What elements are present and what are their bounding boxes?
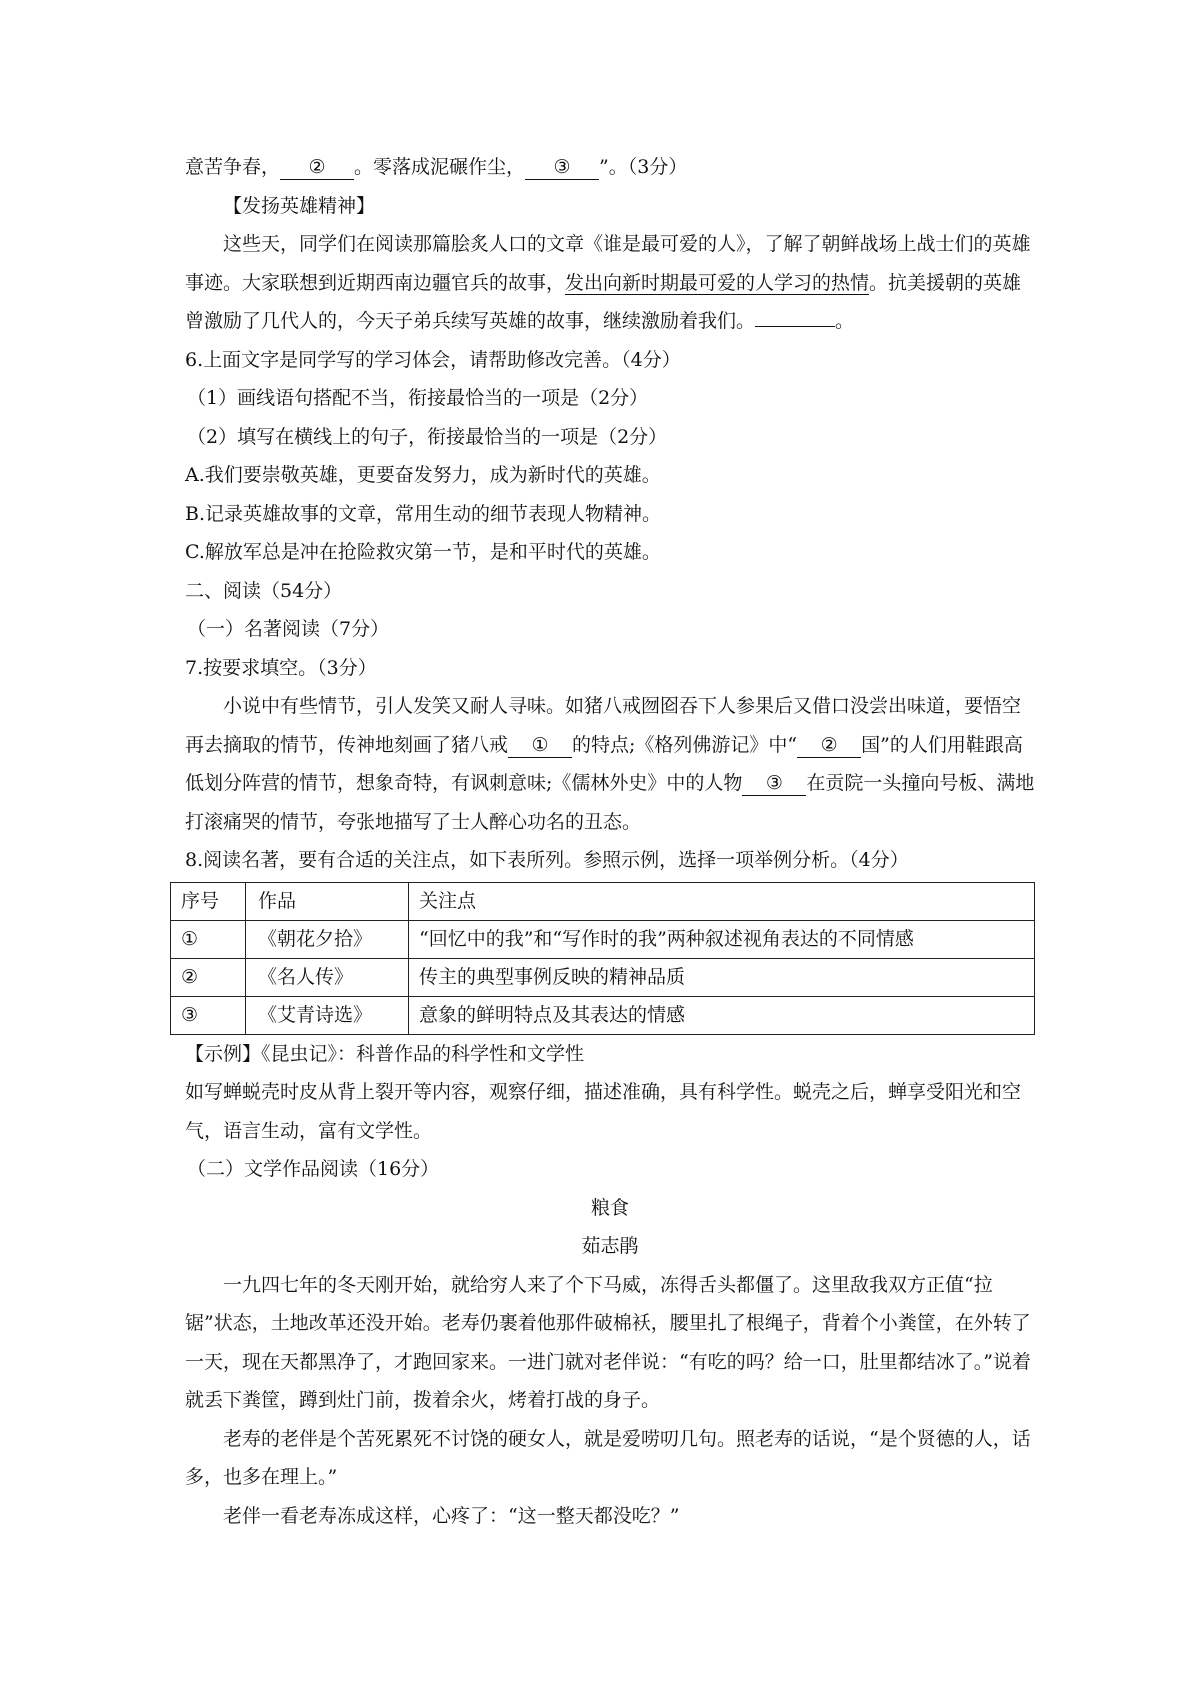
hero-paragraph: 这些天，同学们在阅读那篇脍炙人口的文章《谁是最可爱的人》，了解了朝鲜战场上战士们的英雄事迹。大家联想到近期西南边疆官兵的故事，发出向新时期最可爱的人学习的热情。抗美援朝的英雄曾激励了几代人的，今天子弟兵续写英雄的故事，继续激励着我们。 。 [185, 233, 1031, 332]
table-cell: 意象的鲜明特点及其表达的情感 [409, 996, 1035, 1034]
story-title: 粮食 [590, 1196, 629, 1219]
table-cell: “回忆中的我”和“写作时的我”两种叙述视角表达的不同情感 [409, 920, 1035, 958]
focus-table [170, 882, 1035, 1035]
q7-blank-3[interactable]: ③ [742, 771, 806, 796]
q6-stem: 6.上面文字是同学写的学习体会，请帮助修改完善。（4分） [185, 348, 681, 371]
table-header-cell: 序号 [171, 882, 246, 920]
table-cell: 传主的典型事例反映的精神品质 [409, 958, 1035, 996]
story-author: 茹志鹃 [581, 1235, 639, 1257]
q7-blank-1[interactable]: ① [508, 733, 572, 758]
q7-blank-2[interactable]: ② [797, 733, 861, 758]
q6-sub1: （1）画线语句搭配不当，衔接最恰当的一项是（2分） [187, 387, 649, 409]
underlined-sentence: 发出向新时期最可爱的人学习的热情 [565, 271, 870, 294]
table-cell: ③ [171, 996, 246, 1034]
q6-option-a: A.我们要崇敬英雄，更要奋发努力，成为新时代的英雄。 [185, 464, 661, 486]
blank-2[interactable]: ② [280, 155, 354, 180]
q7-paragraph: 小说中有些情节，引人发笑又耐人寻味。如猪八戒囫囵吞下人参果后又借口没尝出味道，要悟空再去摘取的情节，传神地刻画了猪八戒 ① 的特点;《格列佛游记》中“ ② 国”的人们用鞋跟高低划分阵营的情节，想象奇特，有讽刺意味;《儒林外史》中的人物 ③ 在贡院一头撞向号板、满地打滚痛哭的情节，夸张地描写了士人醉心功名的丑态。 [185, 695, 1035, 833]
q7-stem: 7.按要求填空。（3分） [185, 656, 377, 679]
blank-3[interactable]: ③ [525, 155, 599, 180]
page-content [181, 148, 1035, 1535]
q6-sub2: （2）填写在横线上的句子，衔接最恰当的一项是（2分） [187, 425, 668, 448]
table-header-row [171, 882, 1035, 920]
table-cell: ② [171, 958, 246, 996]
section-title: 二、阅读（54分） [185, 579, 343, 602]
table-header-cell: 作品 [246, 882, 409, 920]
table-cell: 《朝花夕拾》 [246, 920, 409, 958]
q8-stem: 8.阅读名著，要有合适的关注点，如下表所列。参照示例，选择一项举例分析。（4分） [185, 849, 909, 871]
table-row [171, 958, 1035, 996]
q6-option-c: C.解放军总是冲在抢险救灾第一节，是和平时代的英雄。 [185, 541, 661, 563]
q6-option-b: B.记录英雄故事的文章，常用生动的细节表现人物精神。 [185, 502, 662, 525]
story-paragraph: 一九四七年的冬天刚开始，就给穷人来了个下马威，冻得舌头都僵了。这里敌我双方正值“拉锯”状态，土地改革还没开始。老寿仍裹着他那件破棉袄，腰里扎了根绳子，背着个小粪筐，在外转了一天，现在天都黑净了，才跑回家来。一进门就对老伴说：“有吃的吗？给一口，肚里都结冰了。”说着就丢下粪筐，蹲到灶门前，拨着余火，烤着打战的身子。 [185, 1273, 1031, 1411]
hero-heading: 【发扬英雄精神】 [223, 194, 376, 217]
table-row [171, 920, 1035, 958]
part2-title: （二）文学作品阅读（16分） [187, 1158, 440, 1180]
table-row [171, 996, 1035, 1034]
table-cell: 《名人传》 [246, 958, 409, 996]
part1-title: （一）名著阅读（7分） [187, 618, 390, 640]
fill-line-blank[interactable] [755, 326, 835, 327]
poem-line: 意苦争春， ② 。零落成泥碾作尘， ③ ”。（3分） [185, 156, 688, 178]
example-body: 如写蝉蜕壳时皮从背上裂开等内容，观察仔细，描述准确，具有科学性。蜕壳之后，蝉享受阳光和空气，语言生动，富有文学性。 [185, 1081, 1022, 1142]
story-paragraph: 老寿的老伴是个苦死累死不讨饶的硬女人，就是爱唠叨几句。照老寿的话说，“是个贤德的人，话多，也多在理上。” [185, 1427, 1031, 1488]
story-paragraph: 老伴一看老寿冻成这样，心疼了：“这一整天都没吃？” [223, 1504, 680, 1527]
example-heading: 【示例】《昆虫记》：科普作品的科学性和文学性 [185, 1042, 585, 1065]
table-header-cell: 关注点 [409, 882, 1035, 920]
table-cell: ① [171, 920, 246, 958]
table-cell: 《艾青诗选》 [246, 996, 409, 1034]
